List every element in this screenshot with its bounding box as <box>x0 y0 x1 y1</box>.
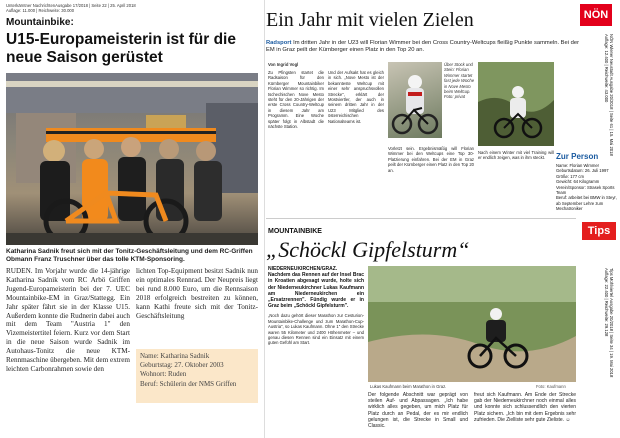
infobox-job: Beruf: Schülerin der NMS Griffen <box>140 379 237 388</box>
left-col1: RUDEN. Im Vorjahr wurde die 14-jährige Katharina Sadnik vom RC Arbö Griffen Jugend-Europameisterin bei der 7. UEC Mountainbike-EM in Graz/Stattegg. Ein Jahr später fährt sie in der Klasse U15. Außerdem konnte die Rudnerin dabei auch mit dem Team "Austria 1" den Vizemeistertitel feiern. Kurz vor dem Start in die neue Saison wurde Sadnik im Autohaus-Tonitz die neue KTM-Rennmaschine übergeben. Mit dem extrem leichten Carbonrahmen sowie den <box>6 267 130 373</box>
shop-scene-illustration <box>6 73 258 245</box>
right-lead <box>266 40 584 54</box>
rider-illustration <box>388 62 442 138</box>
page-divider <box>264 0 265 438</box>
story2-col1 <box>268 266 364 346</box>
noen-logo-text: NÖN <box>583 9 609 21</box>
left-kicker: Mountainbike: <box>6 17 74 28</box>
story2-caption: Lukas Kaufmann beim Marathon in Graz. <box>370 384 447 389</box>
left-infobox <box>136 349 258 403</box>
person-row: Name: Florian Wimmer <box>556 163 600 168</box>
left-pubinfo <box>6 3 256 14</box>
right-body-col4 <box>478 150 554 161</box>
left-pubinfo-line1: Unterkärntner NachrichtenAusgabe 17/2018 | Seite 22 | 25. April 2018 <box>6 3 136 8</box>
story2-lead: Nachdem das Rennen auf der Insel Brac in Kroatien abgesagt wurde, holte sich der Niederneukirchner Lukas Kaufmann am Niederneukirchen ein „Ersatzrennen". Fündig wurde er in Graz beim „Schöckl Gipfelsturm". <box>268 272 364 310</box>
person-box <box>556 152 618 212</box>
story2-credit: Foto: Kaufmann <box>536 384 566 389</box>
side-top-line1: NÖN Wiener Neustadt Ausgabe 20/2018 | Seite 61 | 15. Mai 2018 <box>609 34 614 156</box>
right-body-col1 <box>268 70 324 129</box>
left-col2: lichten Top-Equipment besitzt Sadnik nun ein optimales Rennrad. Der Neupreis liegt bei rund 8.000 Euro, um die Rennsaison 2018 erfolgreich bestreiten zu können, kann Kathi freute sich mit der Tonitz-Geschäftsleitung <box>136 267 258 320</box>
left-photo-caption: Katharina Sadnik freut sich mit der Tonitz-Geschäftsleitung und dem RC-Griffen Obmann Franz Truschner über das tolle KTM-Sponsoring. <box>6 248 253 263</box>
side-top-line2: Auflage: 12.400 | Reichweite: 43.000 <box>603 34 609 103</box>
right-title: Ein Jahr mit vielen Zielen <box>266 9 474 31</box>
right-lead-kicker: Radsport <box>266 40 292 46</box>
right-body-col3 <box>388 146 474 173</box>
left-title: U15-Europameisterin ist für die neue Saison gerüstet <box>6 31 236 66</box>
infobox-born: Geburtstag: 27. Oktober 2003 <box>140 361 224 370</box>
noen-logo <box>580 4 612 26</box>
side-bottom-line2: Auflage: 22.400 | Reichweite: 29.128 <box>603 268 609 337</box>
right-body2-text: Und der Aufsakt hat es gleich in sich. „Nove Mesto ist der bekannteste Weltcup mit einer sehr anspruchsvollen Strecke", erklärt der Mostviertler, der auch in seinem dritten Jahr in der U23 Mitglied des österreichischen Nationalteams ist. <box>328 70 384 124</box>
person-row: Gewicht: 64 Kilogramm <box>556 179 600 185</box>
person-row: Größe: 177 cm <box>556 173 584 179</box>
left-photo <box>6 73 258 245</box>
story2-col2: Der folgende Abschnitt war geprägt von steilen Auf- und Abpassagen. „Ich habe wirklich alles gegeben, um mich Platz für Platz durch an Pedal, der es mir endlich gelungen ist, die Strecke in Small und Classic. <box>368 392 468 430</box>
infobox-town: Wohnort: Ruden <box>140 370 187 379</box>
person-heading: Zur Person <box>556 152 599 161</box>
person-row: Beruf: arbeitet bei BMW in Steyr, ab September Lehre zum Mechatroniker <box>556 195 617 212</box>
right-body1-text: Zu Pfingsten startet die Radsaison für den Kürnberger Mountainbiker Florian Wimmer so richtig. Im tschechischen Nove Mesto steht für den 20-Jährigen der erste Cross Country-Weltcup in diesem Jahr am Programm. Eine Woche später folgt in Albstadt die nächste Station. <box>268 70 324 130</box>
side-note-bottom <box>596 268 614 418</box>
story2-title: „Schöckl Gipfelsturm“ <box>266 237 470 262</box>
side-bottom-line1: Tips Mühlviertel Ausgabe 20/2018 | Seite 34 | 19. Mai 2018 <box>609 268 614 378</box>
marathon-illustration <box>368 266 576 382</box>
right-photo2 <box>478 62 554 146</box>
right-lead-text: Im dritten Jahr in der U23 will Florian Wimmer bei den Cross Country-Weltcups fleißig Punkte sammeln. Bei der EM in Graz peilt der Kürnberger einen Platz in den Top 20 an. <box>266 40 580 54</box>
right-body3-text: Vorletzt sein. Ergebnismäßig will Florian Wimmer bei den Weltcups eine Top 30-Platzierung einfahren. Bei der EM in Graz peilt der Kürnberger einen Platz in den Top 20 an. <box>388 146 474 173</box>
left-clipping <box>0 0 262 438</box>
tips-logo-text: Tips <box>587 225 611 237</box>
right-body-col2 <box>328 70 384 124</box>
person-row: Verein/Sponsor: Strasek Sports Team <box>556 184 615 196</box>
tips-logo <box>582 222 616 240</box>
person-row: Geburtsdatum: 26. Juli 1997 <box>556 168 609 174</box>
story2-col3: freut sich Kaufmann. Am Ende der Strecke gab der Niederneukirchner noch einmal alles und konnte sich schlussendlich den vierten Platz sichern. „Ich bin mit dem Ergebnis sehr zufrieden. Die Zielliste sehr gute Zieliste. ☺ <box>474 392 576 423</box>
story2-photo <box>368 266 576 382</box>
story2-body: „Noch dazu gehört dieser Marathon zur Cesturion-Mountainbike-Challenge und zum Marathon-Cup-Austria", so Lukas Kaufmann. Ohne 1" den Strecke waren 55 Kilometer und 2400 Höhenmeter – und genau diesen Rennen sind ein Einsatz mit einem guten Gefühl am Start. <box>268 313 364 346</box>
right-body4-text: Nach einem Winter mit viel Training will er endlich zeigen, was in ihm steckt. <box>478 150 554 161</box>
right-photo-caption: Über Stock und Stein: Florian Wimmer startet fast jede Woche in Nove Mesto beim Weltcup. Foto: privat <box>444 62 475 100</box>
right-clipping <box>266 0 620 438</box>
forest-rider-illustration <box>478 62 554 146</box>
right-byline: Von Ingrid Vogl <box>268 62 299 67</box>
left-pubinfo-line2: Auflage: 11.000 | Reichweite: 30.000 <box>6 8 75 14</box>
story2-kicker: MOUNTAINBIKE <box>268 228 322 235</box>
story2-rule <box>266 218 576 219</box>
infobox-name: Name: Katharina Sadnik <box>140 352 210 360</box>
story2-dateline: NIEDERNEUKIRCHEN/GRAZ. <box>268 266 338 272</box>
right-photo <box>388 62 442 138</box>
